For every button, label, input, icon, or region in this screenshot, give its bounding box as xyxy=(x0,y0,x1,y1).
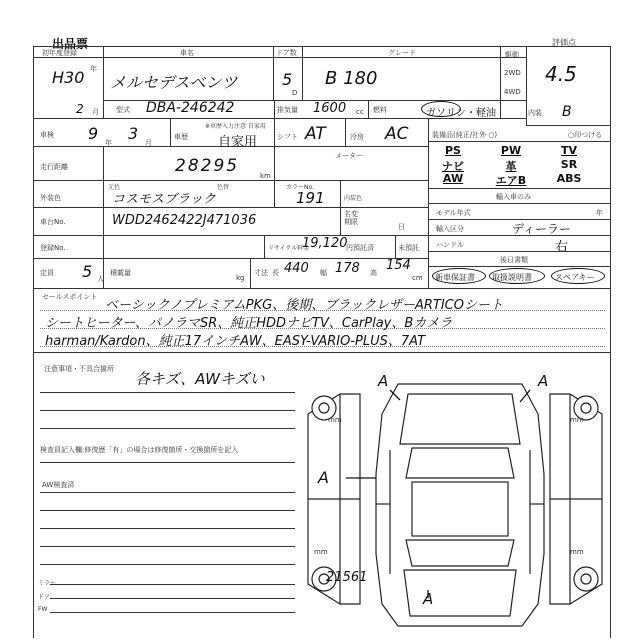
rule xyxy=(103,46,104,118)
import-kind-label: 輸入区分 xyxy=(436,225,464,233)
sales-line-1: ベーシックノプレミアムPKG、後期、ブラックレザーARTICOシート xyxy=(105,298,503,313)
handle-label: ハンドル xyxy=(436,241,464,249)
shaken-label: 車検 xyxy=(40,131,54,139)
docs-label: 後日書類 xyxy=(500,256,528,264)
rule xyxy=(40,492,295,493)
equip-header-right: ○印つける xyxy=(568,131,603,139)
rule xyxy=(274,146,275,180)
door-label: ドア xyxy=(38,594,50,601)
rule xyxy=(428,266,611,267)
equip-item: AW xyxy=(442,172,464,185)
inspector-label: 検査員記入欄:修復歴「有」の場合は修復箇所・交換箇所を記入 xyxy=(40,446,239,454)
rule xyxy=(428,235,611,236)
doc-warranty-circle xyxy=(432,268,486,284)
recycle-value: 19,120 xyxy=(302,236,348,251)
interior-value: B xyxy=(562,104,572,120)
damage-mark-a-1: A xyxy=(378,372,389,390)
load-label: 積載量 xyxy=(110,269,131,277)
orig-color-label: 元色 xyxy=(108,184,121,191)
import-kind-value: ディーラー xyxy=(512,222,572,236)
rule xyxy=(345,118,346,146)
ac-value: AC xyxy=(385,124,409,144)
car-name-label: 車名 xyxy=(180,49,194,57)
rule xyxy=(40,346,605,347)
car-name: メルセデスベンツ xyxy=(110,73,238,92)
capacity-unit: 人 xyxy=(97,275,104,283)
sales-label: セールスポイント xyxy=(42,293,98,301)
mileage-value: 28295 xyxy=(175,156,240,176)
rule xyxy=(33,352,611,353)
rule xyxy=(33,288,611,289)
equip-item: ABS xyxy=(556,172,582,185)
damage-mark-a-4: A xyxy=(423,590,434,608)
equip-item: SR xyxy=(560,158,578,171)
damage-mark-a-2: A xyxy=(538,372,549,390)
rule xyxy=(40,510,295,511)
wid-value: 178 xyxy=(335,261,360,276)
fuel-gasoline-circle xyxy=(421,101,461,117)
rule xyxy=(40,546,295,547)
shift-label: シフト xyxy=(277,133,298,141)
reg-era-year: H30 xyxy=(52,68,85,87)
equip-item: PW xyxy=(500,144,522,157)
color-no-value: 191 xyxy=(296,189,325,207)
sheet-title: 出品票 xyxy=(52,37,89,51)
mileage-unit: km xyxy=(260,172,271,180)
rule xyxy=(170,118,171,146)
reg-month: 2 xyxy=(76,102,84,116)
drive-4wd: 4WD xyxy=(504,88,521,96)
rule xyxy=(274,100,275,118)
equip-item: ナビ xyxy=(442,160,464,173)
rule xyxy=(340,180,341,207)
len-value: 440 xyxy=(284,261,309,276)
notes-text: 各キズ、AWキズい xyxy=(135,370,265,388)
rule xyxy=(428,251,611,252)
rule xyxy=(40,564,295,565)
model-year-label: モデル年式 xyxy=(436,209,471,217)
register-label: 登録No. xyxy=(40,244,66,252)
use-label: 車歴 xyxy=(174,133,188,141)
capacity-value: 5 xyxy=(82,262,93,281)
fuel-options: ガソリン・軽油 xyxy=(426,108,496,119)
equip-item: PS xyxy=(445,144,461,157)
doc-sparekey: スペアキー xyxy=(555,273,595,282)
model-year-unit: 年 xyxy=(596,209,603,217)
reg-label: 初年度登録 xyxy=(42,49,77,57)
recycle-unit: 円預託済 xyxy=(346,244,374,252)
rule xyxy=(250,258,251,288)
disp-value: 1600 xyxy=(313,101,347,116)
rule xyxy=(40,462,295,463)
ac-label: 冷房 xyxy=(350,133,364,141)
disp-label: 排気量 xyxy=(277,106,298,114)
svg-text:mm: mm xyxy=(570,548,584,556)
reg-month-unit: 月 xyxy=(92,108,99,116)
rule xyxy=(428,188,611,189)
interior-label: 内装 xyxy=(528,109,542,117)
capacity-label: 定員 xyxy=(40,269,54,277)
rule xyxy=(274,118,275,146)
rule xyxy=(273,46,274,100)
rule xyxy=(428,203,611,204)
use-note: ※車歴入力注意 自家用 xyxy=(205,123,266,130)
diagram-number: 21561 xyxy=(326,570,368,585)
color-no-label: カラーNo. xyxy=(286,184,314,191)
rule xyxy=(33,235,428,236)
model-type: DBA-246242 xyxy=(146,100,235,116)
rule xyxy=(50,612,295,613)
rule xyxy=(33,258,428,259)
ext-color-value: コスモスブラック xyxy=(112,192,216,207)
doc-warranty: 新車保証書 xyxy=(435,273,475,282)
doors-label: ドア数 xyxy=(276,49,297,57)
drive-2wd: 2WD xyxy=(504,69,521,77)
hgt-label: 高 xyxy=(370,269,377,277)
period-unit: 日 xyxy=(398,223,405,231)
damage-mark-a-3: A xyxy=(318,468,329,487)
sales-line-2: シートヒーター、パノラマSR、純正HDDナビTV、CarPlay、Bカメラ xyxy=(45,316,453,331)
len-label: 長 xyxy=(272,269,279,277)
equip-header: 装備品(純正/社外 ○) xyxy=(432,131,498,139)
rule xyxy=(395,235,396,258)
rule xyxy=(40,328,605,329)
shaken-month-unit: 月 xyxy=(145,139,152,147)
model-type-label: 型式 xyxy=(116,106,130,114)
rule xyxy=(50,584,295,585)
doc-manual-circle xyxy=(489,268,545,284)
shaken-year: 9 xyxy=(88,124,99,143)
rule xyxy=(40,428,295,429)
shaken-month: 3 xyxy=(128,124,139,143)
chassis-label: 車台No. xyxy=(40,218,66,226)
rule xyxy=(368,100,369,118)
rule xyxy=(40,410,295,411)
unpaid-label: 未預託 xyxy=(398,244,419,252)
grade-label: グレード xyxy=(388,49,416,57)
rule xyxy=(33,207,428,208)
chassis-value: WDD2462422J471036 xyxy=(112,213,257,228)
dim-unit: cm xyxy=(412,274,423,282)
rule xyxy=(264,235,265,258)
doors-value: 5 xyxy=(282,70,293,89)
mileage-label: 走行距離 xyxy=(40,163,68,171)
rule xyxy=(103,146,104,288)
grade-value: B 180 xyxy=(325,68,378,89)
drive-label: 駆動 xyxy=(505,51,519,59)
svg-text:mm: mm xyxy=(314,548,328,556)
import-label: 輸入車のみ xyxy=(496,193,531,201)
dim-label: 寸法 xyxy=(254,269,268,277)
use-value: 自家用 xyxy=(218,135,258,150)
period-label: 名変期限 xyxy=(344,210,358,226)
doors-unit: D xyxy=(292,89,298,97)
shaken-year-unit: 年 xyxy=(105,139,112,147)
svg-text:mm: mm xyxy=(328,416,342,424)
fw-label: FW xyxy=(38,606,48,613)
rule xyxy=(40,528,295,529)
notes-label: 注意事項・不具合箇所 xyxy=(44,365,114,373)
equip-item: 革 xyxy=(505,160,517,173)
rule xyxy=(302,46,303,100)
rule xyxy=(274,180,275,207)
car-damage-diagram xyxy=(300,354,610,638)
sales-line-3: harman/Kardon、純正17インチAW、EASY-VARIO-PLUS、7AT xyxy=(45,334,426,349)
equip-item: TV xyxy=(560,144,578,157)
int-color-label: 内装色 xyxy=(344,195,363,202)
doc-manual: 取扱説明書 xyxy=(492,273,532,282)
wid-label: 幅 xyxy=(320,269,327,277)
disp-unit: cc xyxy=(356,108,364,116)
handle-value: 右 xyxy=(555,240,569,255)
meter-label: メーター xyxy=(335,152,363,160)
aw-label: AW検査済 xyxy=(42,481,75,489)
rating-value: 4.5 xyxy=(545,62,577,86)
svg-text:mm: mm xyxy=(570,416,584,424)
recycle-label: リサイクル料金 xyxy=(268,245,310,252)
reg-year-unit: 年 xyxy=(90,65,97,73)
ext-color-label: 外装色 xyxy=(40,194,61,202)
mirror-label: ミラー xyxy=(38,580,57,587)
rule xyxy=(500,46,501,118)
rule xyxy=(33,180,428,181)
hgt-value: 154 xyxy=(386,258,411,273)
rule xyxy=(340,207,341,235)
rule xyxy=(428,141,611,142)
fuel-label: 燃料 xyxy=(373,106,387,114)
doc-sparekey-circle xyxy=(551,268,605,284)
load-unit: kg xyxy=(236,274,245,282)
rule xyxy=(40,392,295,393)
rating-label: 評価点 xyxy=(552,38,576,47)
shift-value: AT xyxy=(305,124,326,144)
rule xyxy=(50,598,295,599)
color-change-label: 色替 xyxy=(217,184,230,191)
equip-item: エアB xyxy=(495,174,527,187)
rule xyxy=(40,310,605,311)
